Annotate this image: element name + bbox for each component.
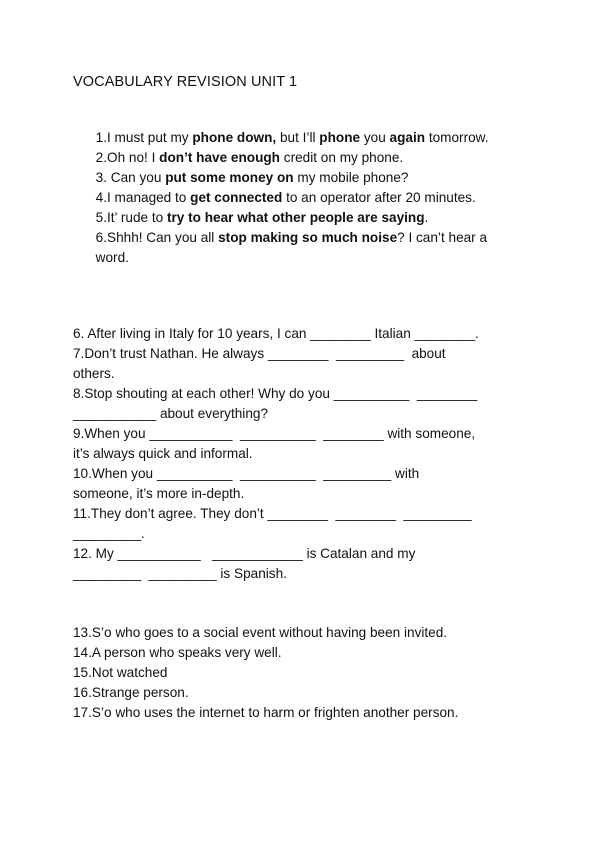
sentence-part: 4.I managed to	[95, 190, 191, 205]
sentence-part: you	[360, 130, 390, 145]
definition-line: 13.S’o who goes to a social event without having been invited.	[73, 625, 448, 640]
sentence-part: my mobile phone?	[293, 170, 409, 185]
definition-line: 17.S’o who uses the internet to harm or frighten another person.	[73, 705, 459, 720]
exercise-line: 10.When you __________ __________ _________ with	[73, 466, 420, 481]
section-definitions	[73, 623, 533, 723]
definition-line: 14.A person who speaks very well.	[73, 645, 282, 660]
section-gap-fill	[73, 324, 533, 584]
definition-line: 15.Not watched	[73, 665, 168, 680]
bold-phrase: phone	[319, 130, 361, 145]
sentence-part: .	[424, 210, 429, 225]
sentence-part: 2.Oh no! I	[95, 150, 160, 165]
bold-phrase: phone down,	[192, 130, 277, 145]
page-title: VOCABULARY REVISION UNIT 1	[73, 74, 298, 90]
sentence-part: 6.Shhh! Can you all	[95, 230, 219, 245]
exercise-line: ___________ about everything?	[73, 406, 269, 421]
sentence-part: tomorrow.	[425, 130, 489, 145]
exercise-line: someone, it’s more in-depth.	[73, 486, 245, 501]
exercise-line: 8.Stop shouting at each other! Why do you __________ ________	[73, 386, 478, 401]
sentence-part: 5.It’ rude to	[95, 210, 167, 225]
exercise-line: it’s always quick and informal.	[73, 446, 253, 461]
exercise-line: _________ _________ is Spanish.	[73, 566, 287, 581]
bold-phrase: don’t have enough	[159, 150, 280, 165]
exercise-line: others.	[73, 366, 115, 381]
bold-phrase: stop making so much noise	[218, 230, 398, 245]
sentence-part: 1.I must put my	[95, 130, 193, 145]
exercise-line: 9.When you ___________ __________ ________ with someone,	[73, 426, 476, 441]
exercise-line: 11.They don’t agree. They don’t ________ ________ _________	[73, 506, 472, 521]
exercise-line: _________.	[73, 526, 145, 541]
sentence-part: but I’ll	[276, 130, 320, 145]
sentence-part: to an operator after 20 minutes.	[282, 190, 476, 205]
bold-phrase: again	[389, 130, 426, 145]
bold-phrase: put some money on	[165, 170, 294, 185]
definition-line: 16.Strange person.	[73, 685, 189, 700]
bold-phrase: try to hear what other people are saying	[166, 210, 425, 225]
sentence-line	[73, 108, 533, 145]
exercise-line: 6. After living in Italy for 10 years, I can ________ Italian ________.	[73, 326, 479, 341]
sentence-part: ? I can’t hear a	[397, 230, 488, 245]
sentence-part: 3. Can you	[95, 170, 166, 185]
sentence-part: credit on my phone.	[280, 150, 404, 165]
exercise-line: 12. My ___________ ____________ is Catalan and my	[73, 546, 416, 561]
bold-phrase: get connected	[190, 190, 283, 205]
sentence-part: word.	[95, 250, 129, 265]
exercise-line: 7.Don’t trust Nathan. He always ________ _________ about	[73, 346, 446, 361]
section-bold-phrases	[73, 108, 533, 265]
